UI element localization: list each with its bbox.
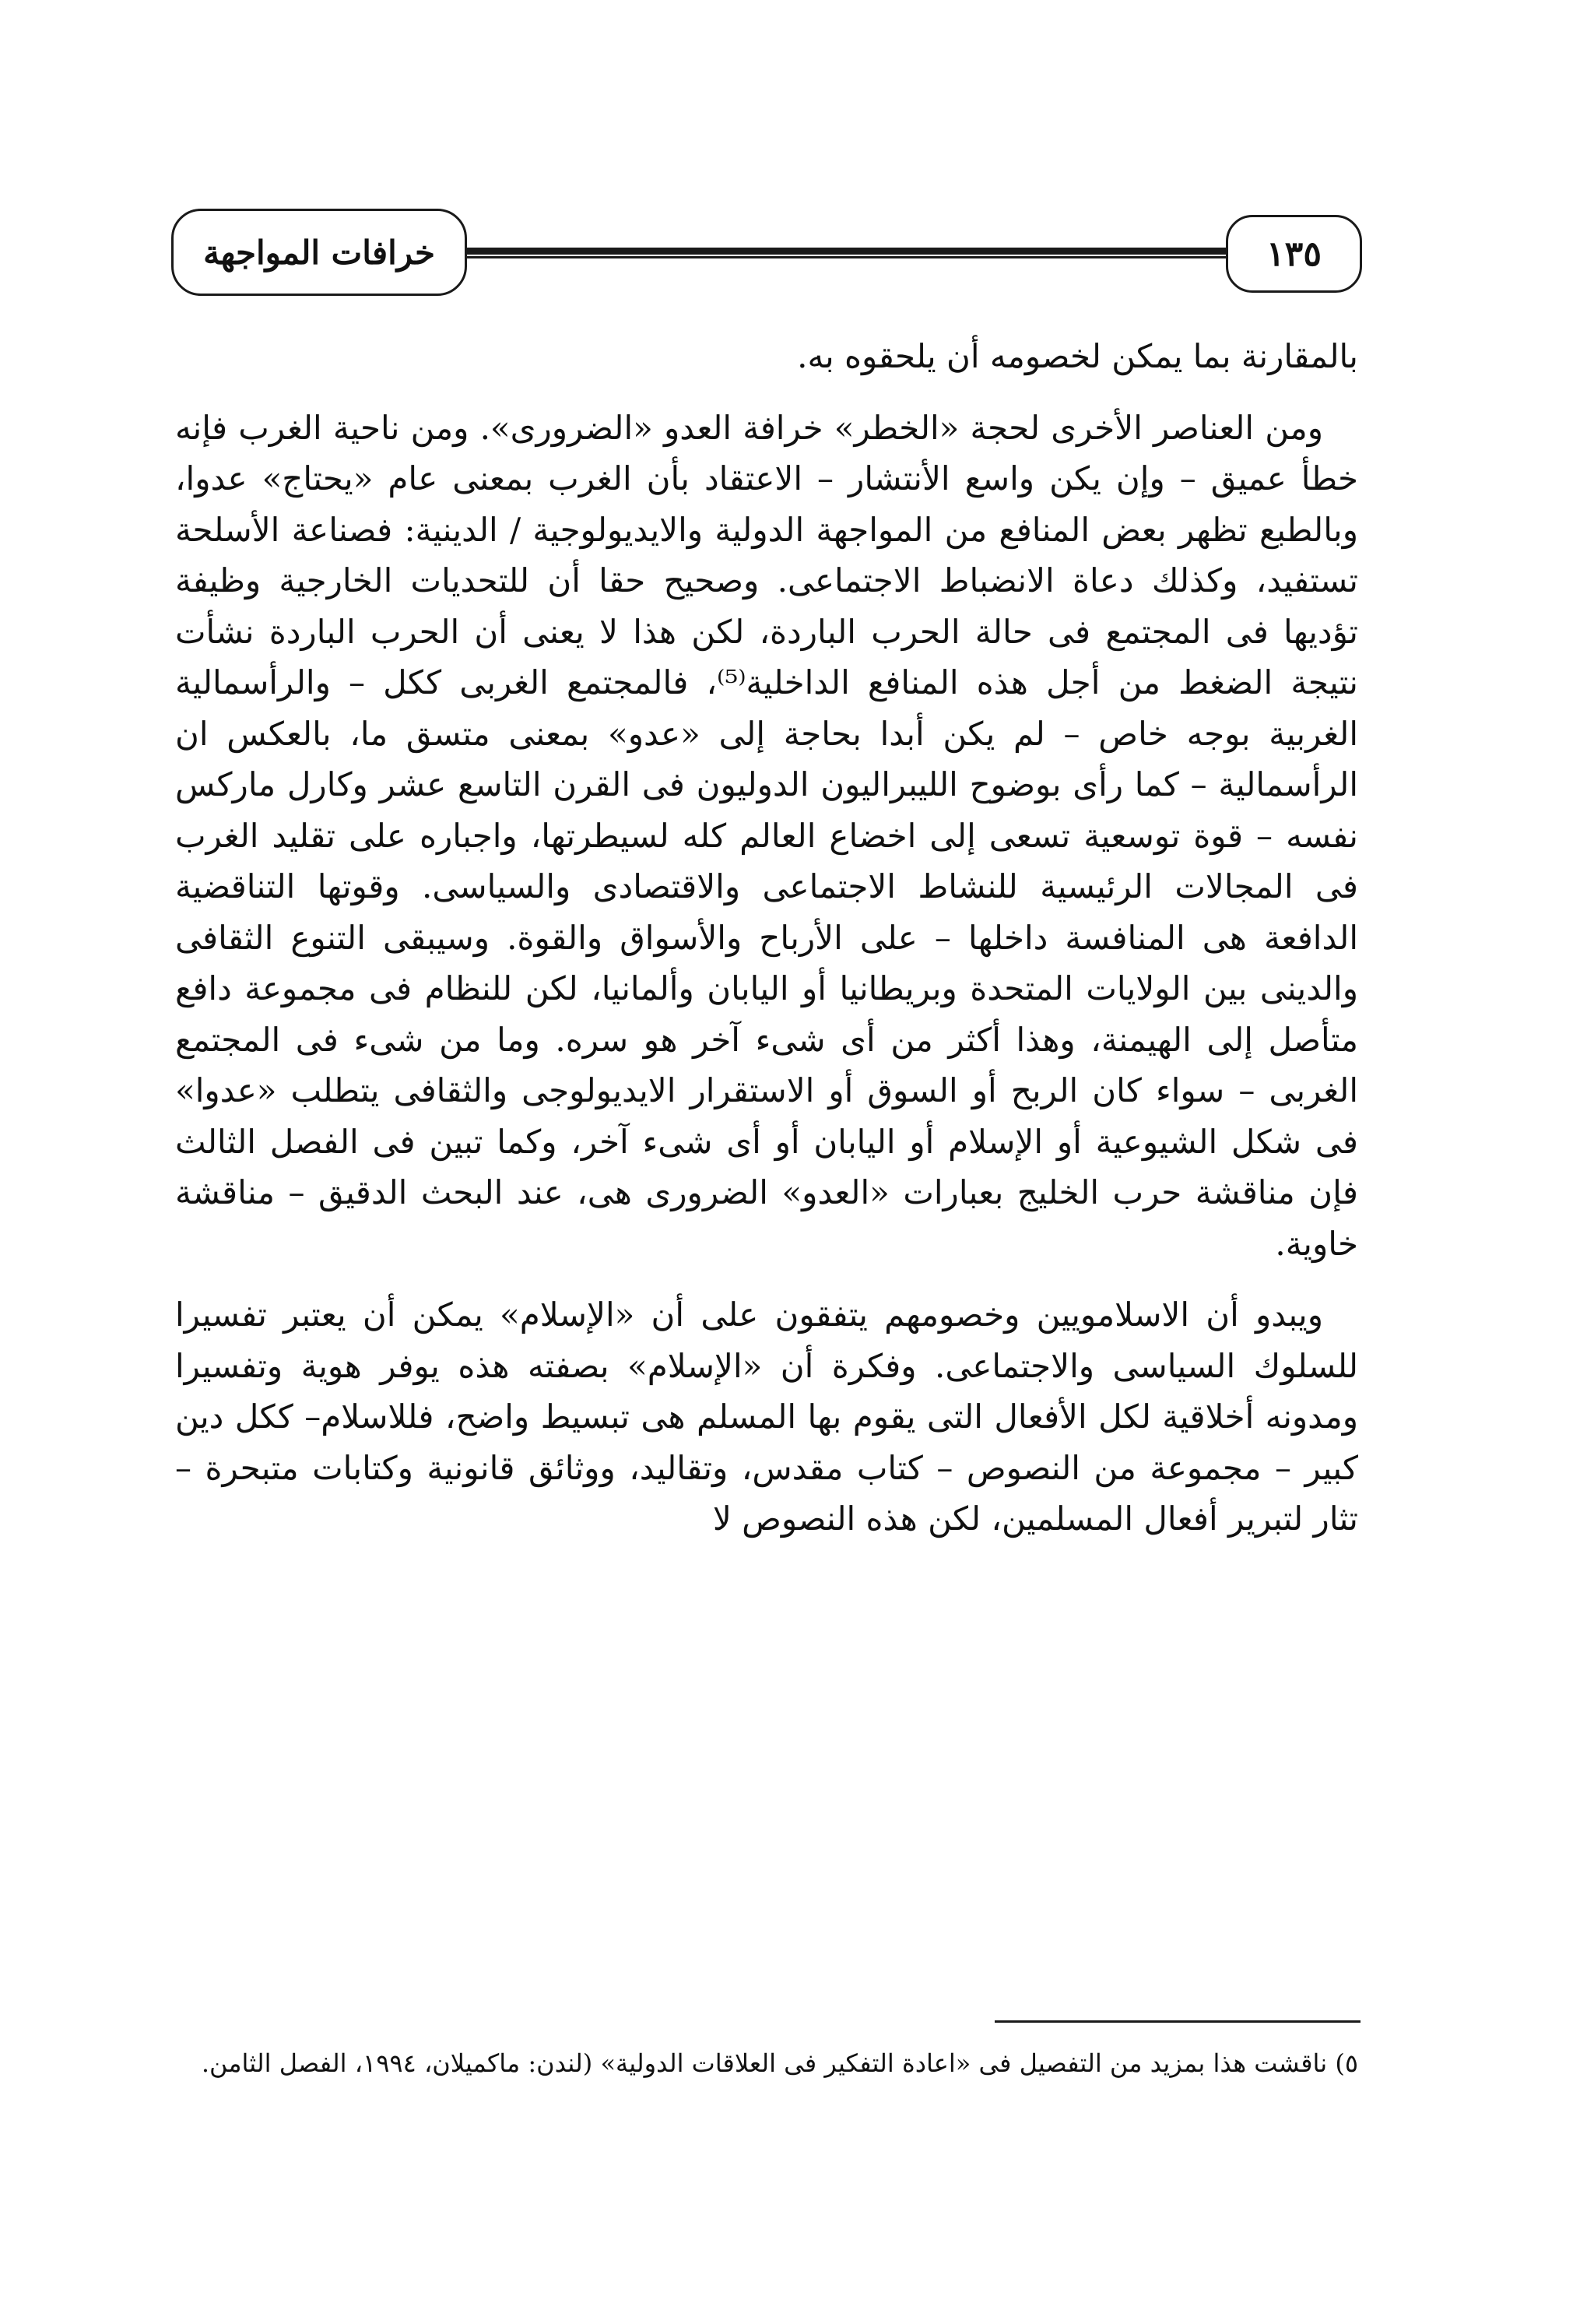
footnote-rule	[995, 2020, 1361, 2023]
body-text	[175, 331, 1358, 1545]
paragraph: ويبدو أن الاسلامويين وخصومهم يتفقون على أن «الإسلام» يمكن أن يعتبر تفسيرا للسلوك السياسى والاجتماعى. وفكرة أن «الإسلام» بصفته هذه يوفر هوية وتفسيرا ومدونه أخلاقية لكل الأفعال التى يقوم بها المسلم هى تبسيط واضح، فللاسلام– ككل دين كبير – مجموعة من النصوص – كتاب مقدس، وتقاليد، ووثائق قانونية وكتابات متبحرة – تثار لتبرير أفعال المسلمين، لكن هذه النصوص لا	[175, 1296, 1358, 1538]
paragraph-continuation: بالمقارنة بما يمكن لخصومه أن يلحقوه به.	[797, 337, 1358, 375]
chapter-title: خرافات المواجهة	[203, 233, 435, 272]
running-header	[171, 209, 1362, 302]
page-number-box	[1226, 215, 1362, 293]
chapter-title-box	[171, 209, 467, 296]
paragraph: ومن العناصر الأخرى لحجة «الخطر» خرافة العدو «الضرورى». ومن ناحية الغرب فإنه خطأ عميق – وإن يكن واسع الأنتشار – الاعتقاد بأن الغرب بمعنى عام «يحتاج» عدوا، وبالطبع تظهر بعض المنافع من المواجهة الدولية والايديولوجية / الدينية: فصناعة الأسلحة تستفيد، وكذلك دعاة الانضباط الاجتماعى. وصحيح حقا أن للتحديات الخارجية وظيفة تؤديها فى المجتمع فى حالة الحرب الباردة، لكن هذا لا يعنى أن الحرب الباردة نشأت نتيجة الضغط من أجل هذه المنافع الداخلية⁽⁵⁾، فالمجتمع الغربى ككل – والرأسمالية الغربية بوجه خاص – لم يكن أبدا بحاجة إلى «عدو» بمعنى متسق ما، بالعكس ان الرأسمالية – كما رأى بوضوح الليبراليون الدوليون فى القرن التاسع عشر وكارل ماركس نفسه – قوة توسعية تسعى إلى اخضاع العالم كله لسيطرتها، واجباره على تقليد الغرب فى المجالات الرئيسية للنشاط الاجتماعى والاقتصادى والسياسى. وقوتها التناقضية الدافعة هى المنافسة داخلها – على الأرباح والأسواق والقوة. وسيبقى التنوع الثقافى والدينى بين الولايات المتحدة وبريطانيا أو اليابان وألمانيا، لكن للنظام فى مجموعة دافع متأصل إلى الهيمنة، وهذا أكثر من أى شىء آخر هو سره. وما من شىء فى المجتمع الغربى – سواء كان الربح أو السوق أو الاستقرار الايديولوجى والثقافى يتطلب «عدوا» فى شكل الشيوعية أو الإسلام أو اليابان أو أى شىء آخر، وكما تبين فى الفصل الثالث فإن مناقشة حرب الخليج بعبارات «العدو» الضرورى هى، عند البحث الدقيق – مناقشة خاوية.	[175, 408, 1358, 1263]
footnote: ٥) ناقشت هذا بمزيد من التفصيل فى «اعادة التفكير فى العلاقات الدولية» (لندن: ماكميلان، ١٩٩٤، الفصل الثامن.	[201, 2048, 1358, 2078]
page-number: ١٣٥	[1266, 234, 1322, 274]
header-rule	[459, 248, 1230, 258]
